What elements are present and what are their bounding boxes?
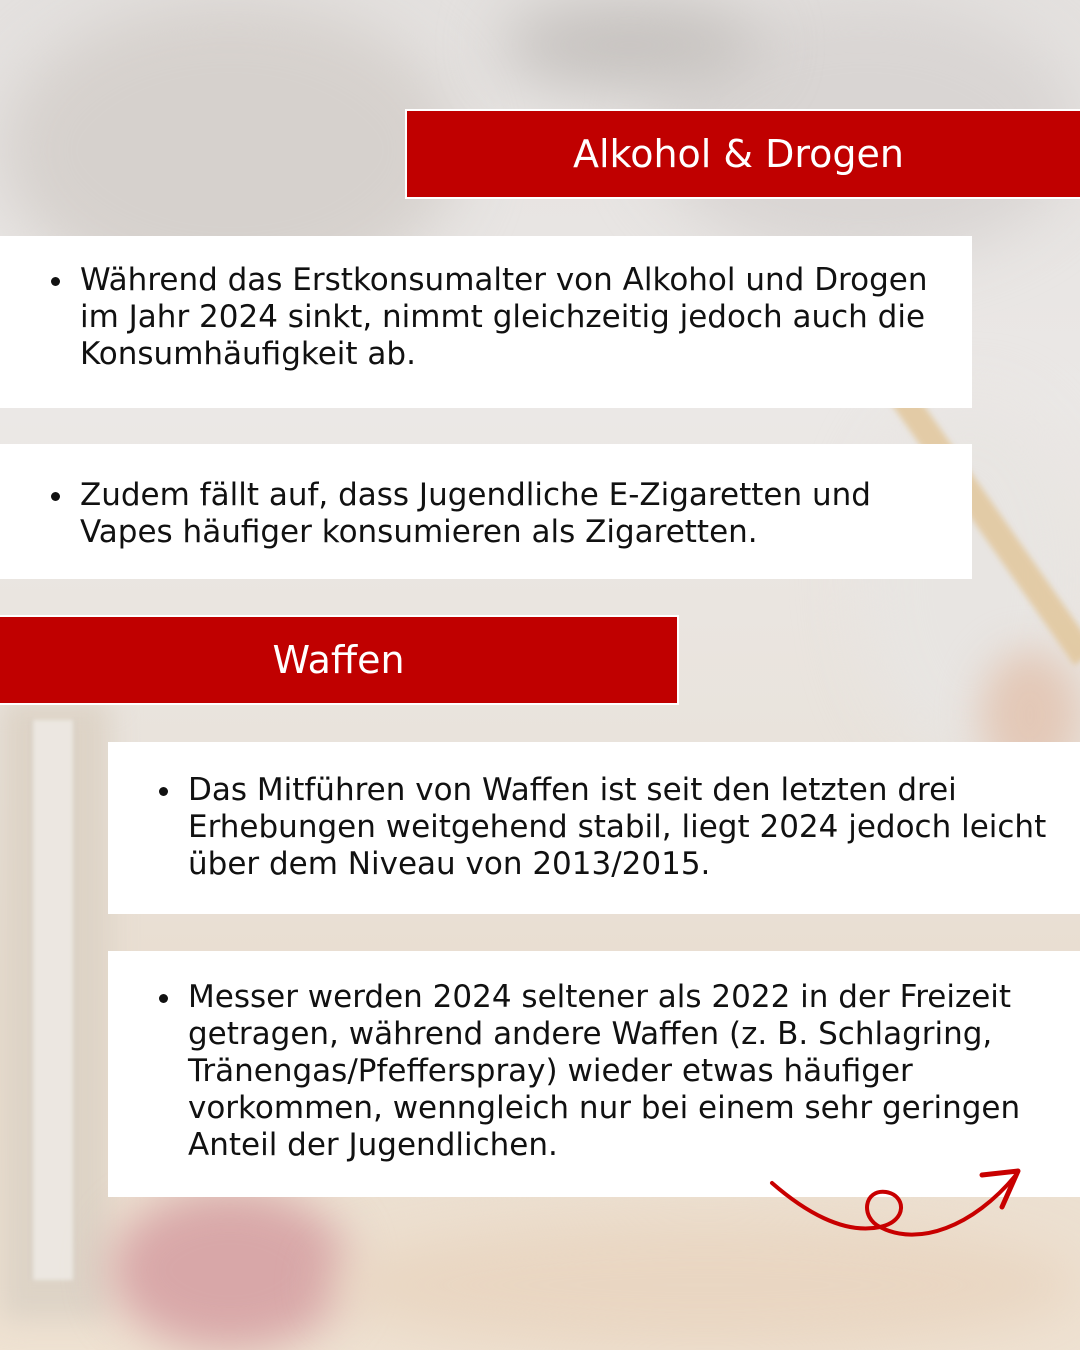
bg-shape (500, 0, 760, 90)
bullet-list (148, 979, 1060, 1164)
section-heading-waffen (0, 615, 679, 705)
bullet-item: • Das Mitführen von Waffen ist seit den letzten drei Erhebungen weitgehend stabil, liegt 2024 jedoch leicht über dem Niveau von 2013/2015. (184, 772, 1060, 883)
bullet-item: • Während das Erstkonsumalter von Alkohol und Drogen im Jahr 2024 sinkt, nimmt gleichzeitig jedoch auch die Konsumhäufigkeit ab. (76, 262, 952, 373)
bullet-list (40, 477, 952, 551)
section-heading-text: Alkohol & Drogen (572, 132, 904, 176)
bg-shape (110, 1190, 350, 1350)
info-card (108, 742, 1080, 914)
bullet-list (148, 772, 1060, 883)
section-heading-text: Waffen (272, 638, 405, 682)
bullet-item: • Zudem fällt auf, dass Jugendliche E-Zigaretten und Vapes häufiger konsumieren als Zigaretten. (76, 477, 952, 551)
info-card (0, 236, 972, 408)
bg-ruler (30, 720, 76, 1280)
bullet-list (40, 262, 952, 373)
bullet-item: • Messer werden 2024 seltener als 2022 in der Freizeit getragen, während andere Waffen (z. B. Schlagring, Tränengas/Pfefferspray) wieder etwas häufiger vorkommen, wenngleich nur bei einem sehr geringen Anteil der Jugendlichen. (184, 979, 1060, 1164)
info-card (0, 444, 972, 579)
swirl-arrow-icon (768, 1165, 1028, 1280)
info-card (108, 951, 1080, 1197)
section-heading-alkohol-drogen (405, 109, 1080, 199)
